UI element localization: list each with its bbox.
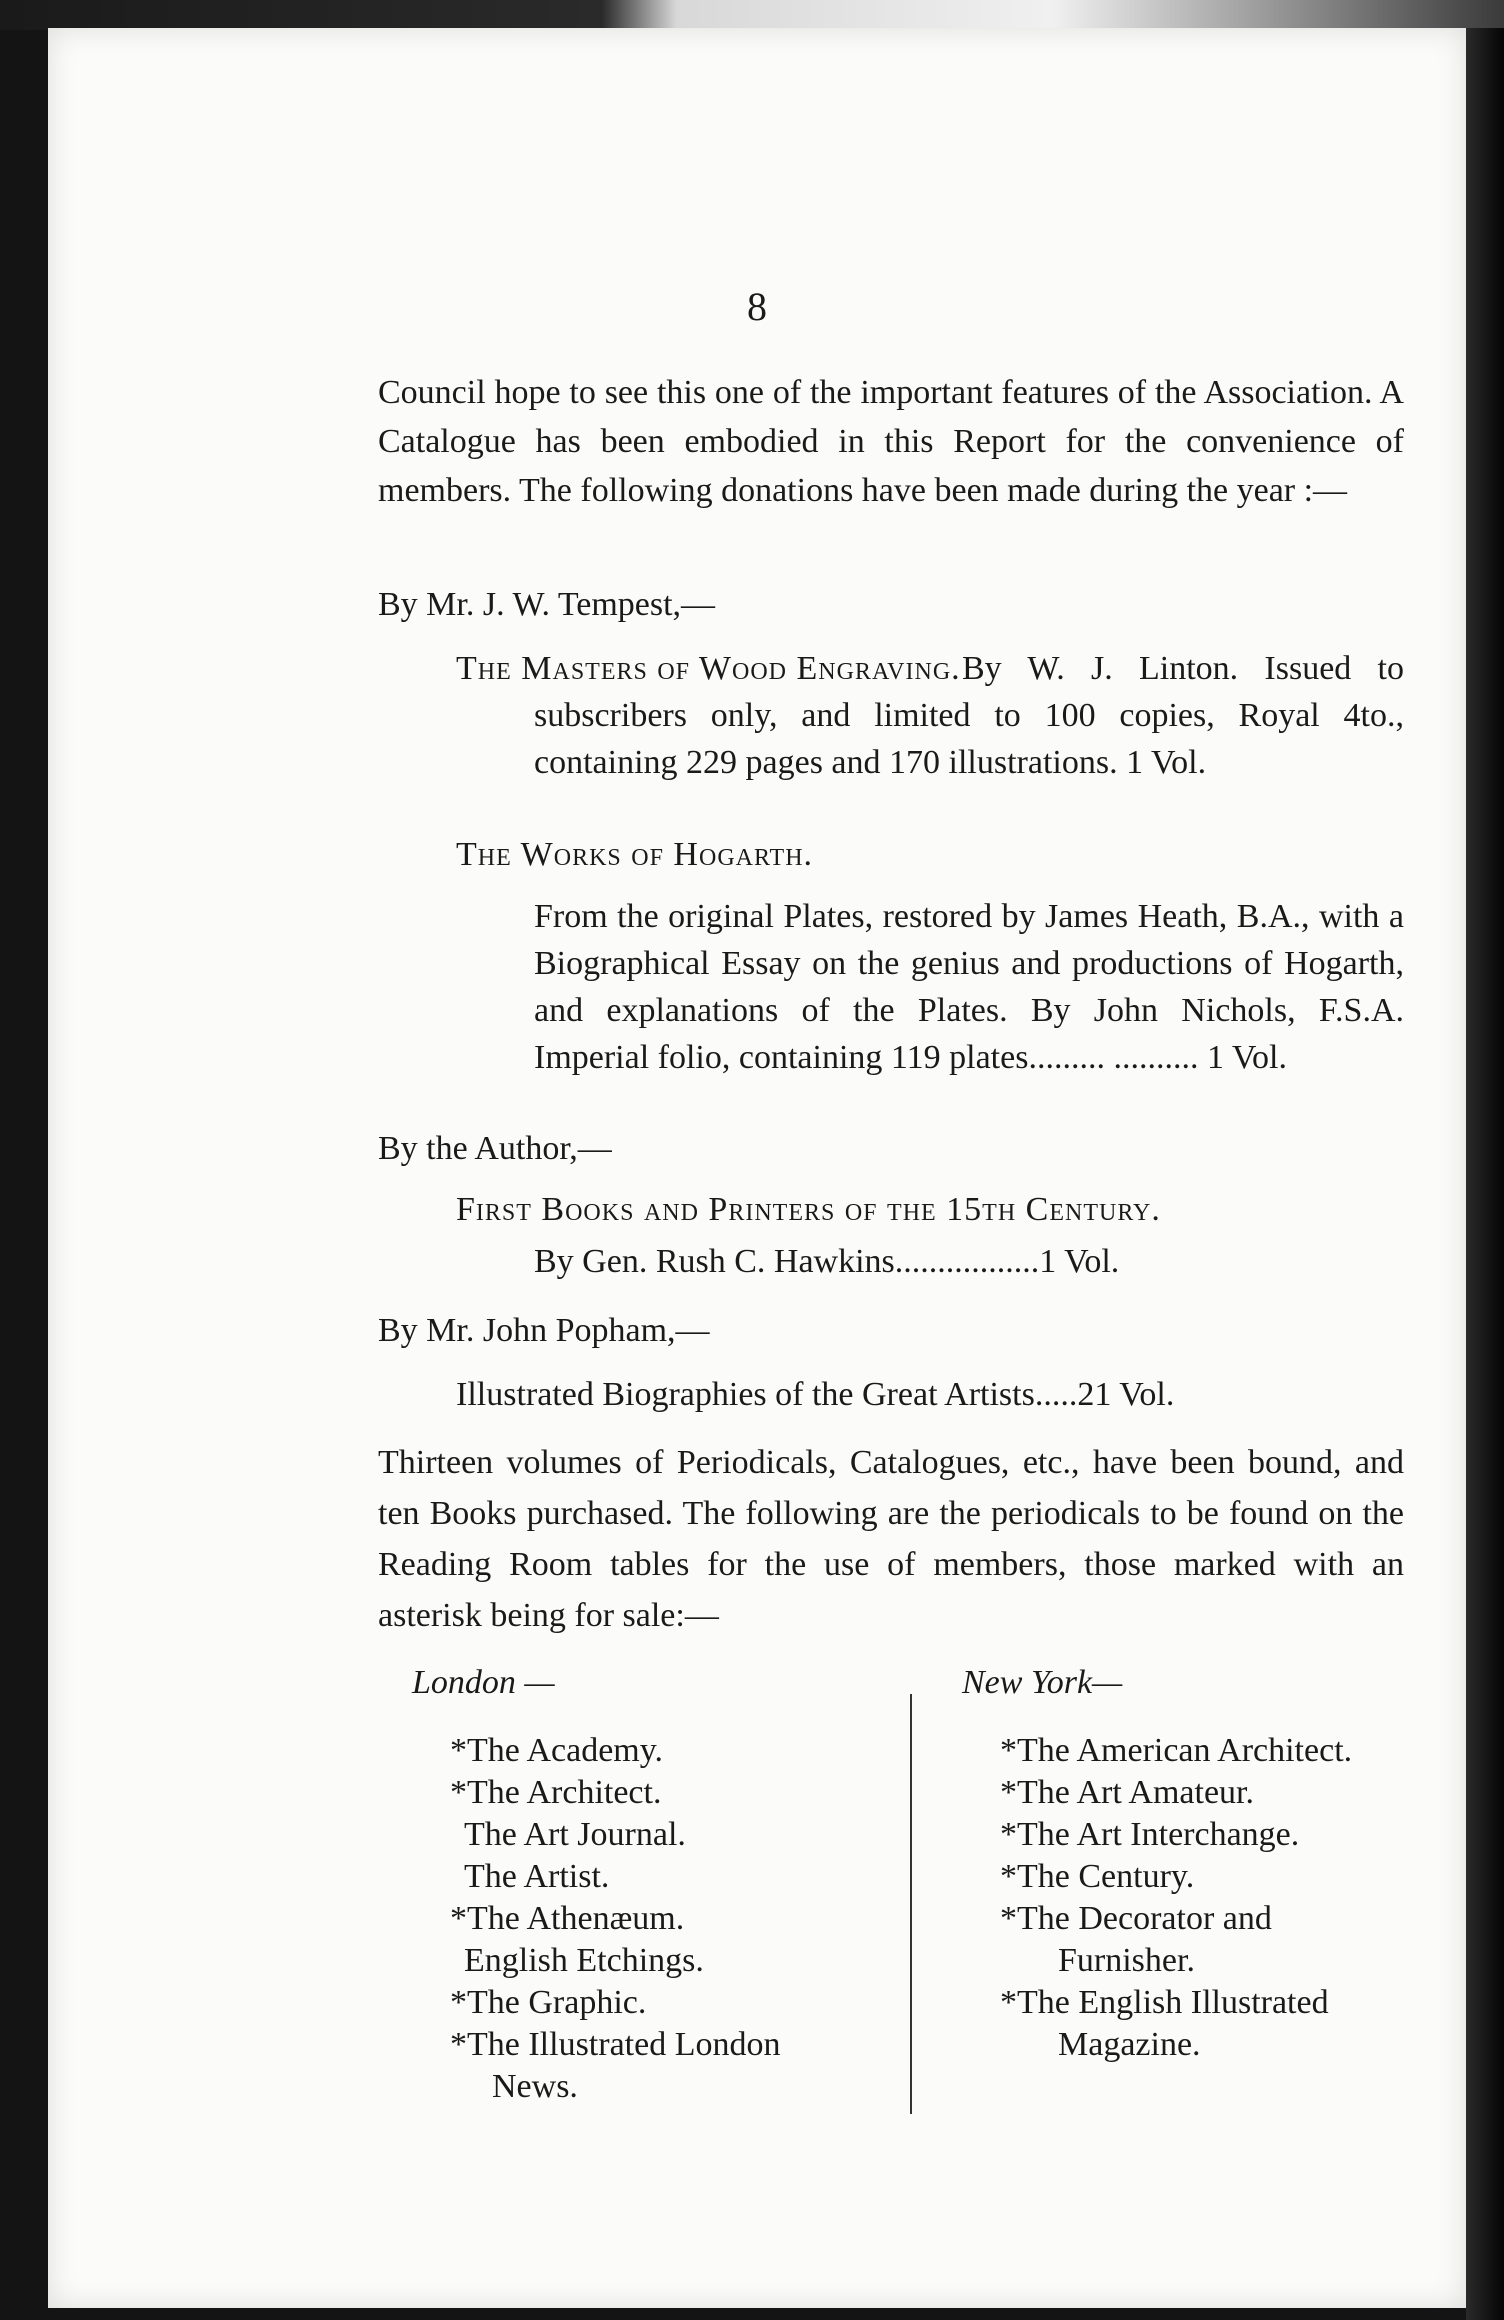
scan-right-edge bbox=[1466, 28, 1504, 2320]
column-divider bbox=[910, 1694, 912, 2114]
list-item: *The Graphic. bbox=[450, 1984, 647, 2021]
item-hogarth-text: From the original Plates, restored by James Heath, B.A., with a Biographical Essay on the genius and productions of Hogarth, and explanations of the Plates. By John Nichols, F.S.A. Imperial folio, containing 119 plates......... .......... 1 Vol. bbox=[534, 898, 1404, 1076]
list-item: The Artist. bbox=[464, 1858, 610, 1895]
scan-top-edge bbox=[0, 0, 1504, 30]
list-item: *The Architect. bbox=[450, 1774, 662, 1811]
item-first-books bbox=[456, 1186, 1404, 1233]
periodicals-paragraph: Thirteen volumes of Periodicals, Catalogues, etc., have been bound, and ten Books purchased. The following are the periodicals to be found on the Reading Room tables for the use of members, those marked with an asterisk being for sale:— bbox=[378, 1444, 1404, 1634]
london-heading: London — bbox=[412, 1664, 555, 1701]
london-column bbox=[412, 1662, 892, 2108]
list-item: *The Art Interchange. bbox=[1000, 1816, 1300, 1853]
new-york-column bbox=[962, 1662, 1442, 2066]
item-first-books-text: By Gen. Rush C. Hawkins.................1 Vol. bbox=[534, 1243, 1120, 1280]
list-item: News. bbox=[492, 2068, 578, 2105]
list-item: Magazine. bbox=[1058, 2026, 1201, 2063]
page-number: 8 bbox=[747, 284, 767, 329]
book-page bbox=[48, 28, 1466, 2308]
list-item: *The Decorator and bbox=[1000, 1900, 1272, 1937]
list-item: *The Century. bbox=[1000, 1858, 1195, 1895]
list-item: *The English Illustrated bbox=[1000, 1984, 1329, 2021]
item-title: First Books and Printers of the 15th Century. bbox=[456, 1191, 1161, 1228]
intro-paragraph: Council hope to see this one of the important features of the Association. A Catalogue has been embodied in this Report for the convenience of members. The following donations have been made during the year :— bbox=[378, 374, 1404, 509]
list-item: *The Athenæum. bbox=[450, 1900, 685, 1937]
list-item: English Etchings. bbox=[464, 1942, 704, 1979]
item-title: The Works of Hogarth. bbox=[456, 836, 814, 873]
item-title: The Masters of Wood Engraving. bbox=[456, 650, 961, 687]
item-works-of-hogarth bbox=[456, 831, 813, 878]
donor-author: By the Author,— bbox=[378, 1130, 612, 1167]
donor-tempest: By Mr. J. W. Tempest,— bbox=[378, 586, 716, 623]
list-item: *The Illustrated London bbox=[450, 2026, 781, 2063]
list-item: *The Academy. bbox=[450, 1732, 664, 1769]
item-illustrated-biographies: Illustrated Biographies of the Great Artists.....21 Vol. bbox=[456, 1376, 1175, 1413]
list-item: Furnisher. bbox=[1058, 1942, 1195, 1979]
item-masters-text: By W. J. Linton. Issued to subscribers only, and limited to 100 copies, Royal 4to., containing 229 pages and 170 illustrations. 1 Vol. bbox=[534, 650, 1404, 781]
list-item: *The Art Amateur. bbox=[1000, 1774, 1255, 1811]
new-york-heading: New York— bbox=[962, 1664, 1123, 1701]
donor-popham: By Mr. John Popham,— bbox=[378, 1312, 710, 1349]
list-item: *The American Architect. bbox=[1000, 1732, 1353, 1769]
list-item: The Art Journal. bbox=[464, 1816, 686, 1853]
